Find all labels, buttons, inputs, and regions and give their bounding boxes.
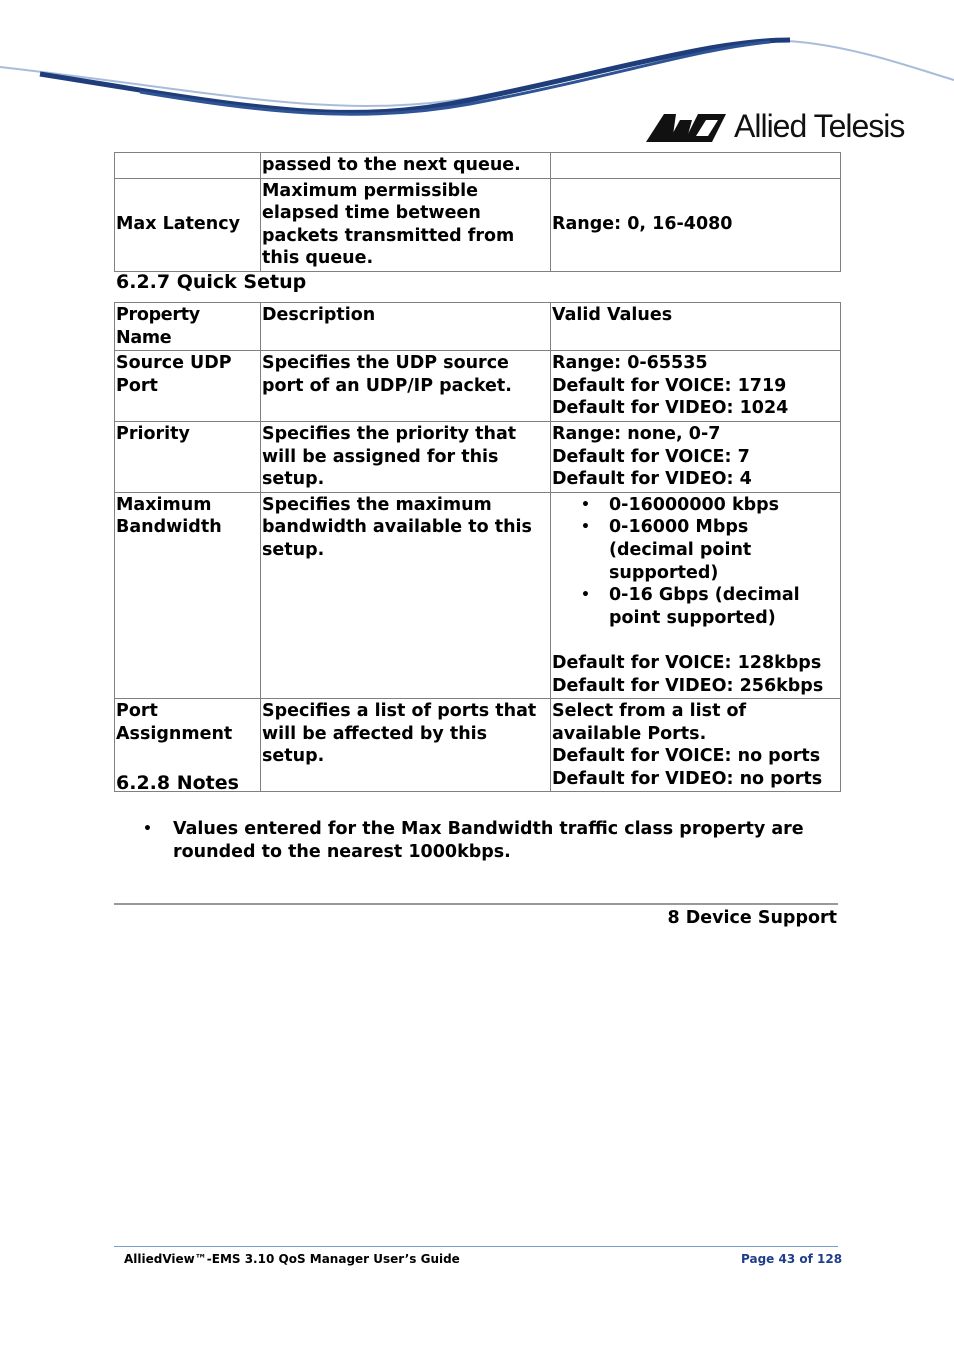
table-cell: Range: 0, 16-4080	[551, 178, 841, 271]
bandwidth-range-list	[552, 494, 839, 630]
property-values	[551, 699, 841, 792]
value-line: Default for VOICE: 128kbps	[552, 652, 822, 673]
list-item: Values entered for the Max Bandwidth traffic class property are rounded to the nearest 1000kbps.	[173, 819, 804, 862]
quick-setup-heading: 6.2.7 Quick Setup	[116, 271, 307, 293]
column-header: Valid Values	[551, 303, 841, 351]
footer-page-number: Page 43 of 128	[741, 1252, 843, 1266]
max-latency-table	[114, 152, 841, 272]
allied-telesis-logo	[646, 108, 904, 145]
property-name: Maximum Bandwidth	[115, 492, 261, 698]
value-line: Default for VIDEO: no ports	[552, 768, 823, 789]
table-header-row	[115, 303, 841, 351]
property-name: Priority	[115, 421, 261, 492]
property-description: Specifies the UDP source port of an UDP/IP packet.	[261, 351, 551, 422]
value-line: Default for VOICE: 1719	[552, 375, 787, 396]
table-cell: passed to the next queue.	[261, 153, 551, 179]
quick-setup-table	[114, 302, 841, 792]
value-line: Select from a list of available Ports.	[552, 701, 747, 744]
notes-heading: 6.2.8 Notes	[116, 772, 239, 794]
table-cell	[551, 153, 841, 179]
bullet-icon: •	[143, 821, 152, 837]
property-values	[551, 421, 841, 492]
logo-text: Allied Telesis	[734, 108, 905, 144]
table-row	[115, 153, 841, 179]
section-divider	[114, 903, 838, 905]
footer-doc-title: AlliedView™-EMS 3.10 QoS Manager User’s Guide	[124, 1252, 460, 1266]
property-description: Specifies the priority that will be assigned for this setup.	[261, 421, 551, 492]
value-line: Default for VOICE: no ports	[552, 746, 821, 767]
list-item: • 0-16000 Mbps (decimal point supported)	[609, 516, 839, 584]
property-name: Port Assignment	[115, 699, 261, 792]
value-line: Default for VIDEO: 4	[552, 469, 752, 490]
table-cell: Max Latency	[115, 178, 261, 271]
logo-mark-icon	[646, 112, 728, 142]
table-row	[115, 178, 841, 271]
value-line: Range: none, 0-7	[552, 423, 721, 444]
header-swoosh	[0, 0, 954, 125]
table-cell: Maximum permissible elapsed time between packets transmitted from this queue.	[261, 178, 551, 271]
property-description: Specifies the maximum bandwidth available to this setup.	[261, 492, 551, 698]
value-line: Default for VIDEO: 1024	[552, 398, 789, 419]
footer-divider	[114, 1246, 838, 1247]
column-header: Property Name	[115, 303, 261, 351]
column-header: Description	[261, 303, 551, 351]
property-values	[551, 351, 841, 422]
list-item: • 0-16 Gbps (decimal point supported)	[609, 584, 839, 629]
section-footer-title: 8 Device Support	[667, 908, 837, 928]
value-line: Default for VOICE: 7	[552, 446, 750, 467]
property-name: Source UDP Port	[115, 351, 261, 422]
property-values	[551, 492, 841, 698]
notes-list	[143, 818, 843, 864]
table-row	[115, 492, 841, 698]
table-cell	[115, 153, 261, 179]
value-line: Range: 0-65535	[552, 353, 708, 374]
list-item: • 0-16000000 kbps	[609, 494, 839, 517]
property-description: Specifies a list of ports that will be affected by this setup.	[261, 699, 551, 792]
table-row	[115, 351, 841, 422]
table-row	[115, 421, 841, 492]
value-line: Default for VIDEO: 256kbps	[552, 675, 824, 696]
